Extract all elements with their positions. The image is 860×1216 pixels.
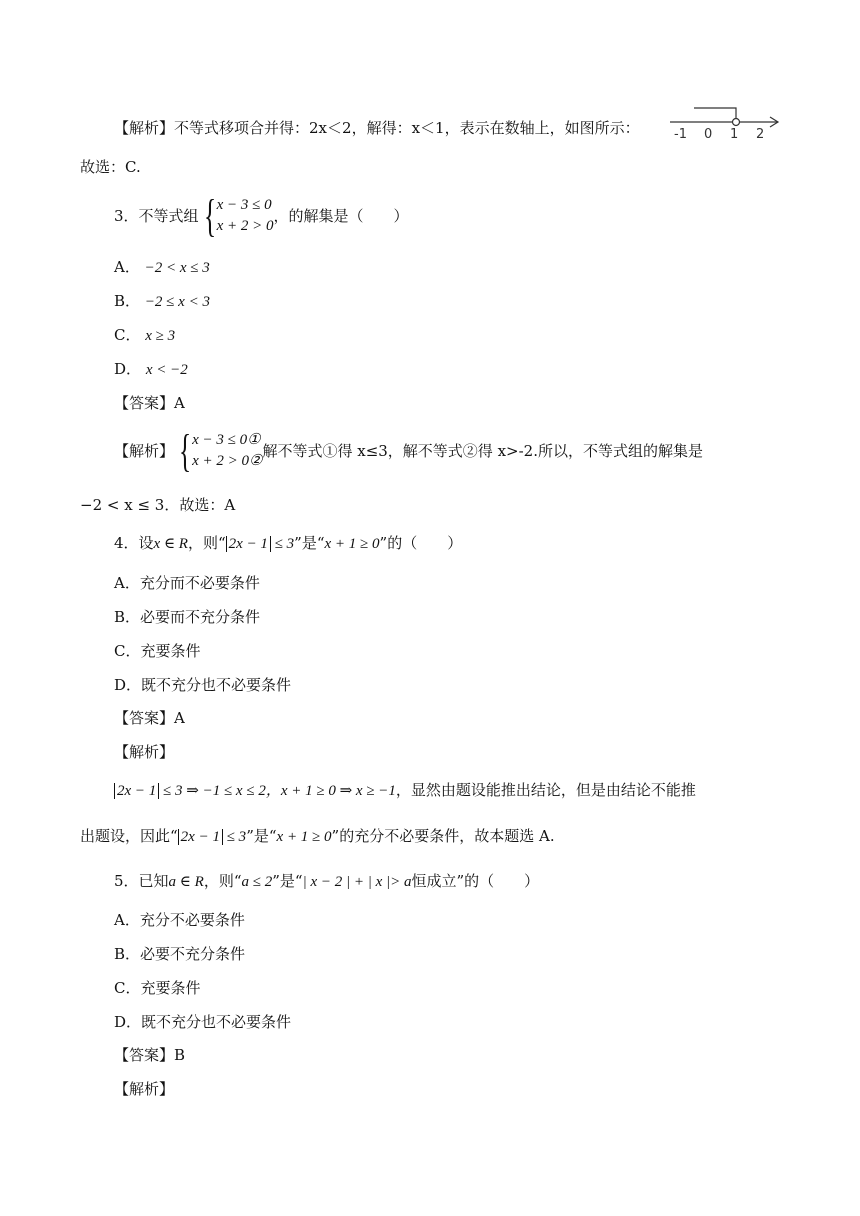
q4-option-c [114,641,201,661]
solution-label: 【解析】 [114,442,175,460]
q3-option-d [114,359,188,380]
option-text: −2 ≤ x < 3 [144,294,210,310]
q4-math: x + 1 ≥ 0 ⇒ x ≥ −1 [280,783,396,799]
q2-conclusion: 故选：C. [80,158,141,176]
q3-solution [114,425,703,476]
q5-stem-math: a ≤ 2 [241,874,273,890]
q4-answer: 【答案】A [114,709,185,727]
q5-option-c [114,978,201,998]
q5-stem-part: ，则“ [203,872,242,890]
q5-solution-label: 【解析】 [114,1080,175,1098]
q4-math: x + 1 ≥ 0 [276,829,332,845]
q4-stem-math: x ∈ R [153,536,188,552]
q4-abs-expr: 2x − 1 [114,783,159,799]
q5-stem-math: | x − 2 | + | x |> a [302,874,412,890]
option-letter: A． [114,911,140,929]
option-text: 必要不充分条件 [140,945,246,963]
q3-stem-prefix: 3．不等式组 [114,207,199,225]
tick-label-0: 0 [704,127,713,142]
option-text: 必要而不充分条件 [140,608,261,626]
option-text: x ≥ 3 [145,328,176,344]
q4-math: ≤ 3 [222,829,247,845]
q5-option-b [114,944,245,964]
q3-option-b [114,291,210,312]
solution-text: 不等式移项合并得：2x＜2，解得：x＜1，表示在数轴上，如图所示： [174,119,640,137]
q4-stem-abs: 2x − 1 [226,536,271,552]
q4-solution-line-1 [114,780,696,801]
q3-solution-system [174,425,263,476]
q4-stem-math: x + 1 ≥ 0 [324,536,380,552]
q4-stem-part: ”是“ [294,534,325,552]
option-letter: D． [114,1013,142,1031]
q4-text: ”是“ [246,827,277,845]
option-text: 充分而不必要条件 [139,574,260,592]
q3-stem [114,190,409,241]
q5-option-a [114,910,245,930]
option-letter: B． [114,945,141,963]
tick-label-neg1: -1 [674,127,687,142]
q5-stem-math: a ∈ R [168,874,204,890]
tick-label-1: 1 [730,127,739,142]
option-letter: D． [114,360,142,378]
option-text: −2 < x ≤ 3 [144,260,210,276]
solution-label: 【解析】 [114,119,175,137]
q4-solution-line-2 [80,826,555,847]
q4-stem-part: 4．设 [114,534,154,552]
q3-system-line-1: x − 3 ≤ 0 [216,197,272,213]
q3-stem-suffix: ，的解集是（ ） [273,207,409,225]
option-letter: D． [114,676,142,694]
q3-solution-end: −2 < x ≤ 3．故选：A [80,496,236,514]
q5-stem-part: 5．已知 [114,872,169,890]
q5-option-d [114,1012,291,1032]
q4-stem-math: ≤ 3 [270,536,295,552]
q5-answer: 【答案】B [114,1046,186,1064]
q3-system-line-2: x + 2 > 0 [216,218,274,234]
q4-abs-expr: 2x − 1 [178,829,223,845]
q5-stem-part: ”是“ [272,872,303,890]
q3-inequality-system [199,190,274,241]
q4-stem-part: ”的（ ） [379,534,463,552]
q3-solution-system-line-2: x + 2 > 0② [192,453,263,469]
q4-text: ”的充分不必要条件，故本题选 A. [331,827,555,845]
q3-option-c [114,325,175,346]
q4-math: ≤ 3 ⇒ −1 ≤ x ≤ 2， [159,783,281,799]
q4-stem [114,533,462,554]
q3-option-a [114,257,210,278]
q4-option-d [114,675,291,695]
option-letter: B． [114,608,141,626]
option-letter: C． [114,642,141,660]
option-letter: A． [114,574,140,592]
q4-stem-part: ，则“ [187,534,226,552]
q5-stem-part: 恒成立”的（ ） [411,872,540,890]
q2-solution-line [114,118,640,138]
tick-label-2: 2 [756,127,765,142]
option-text: 充要条件 [140,642,201,660]
option-text: 充要条件 [140,979,201,997]
q4-solution-label: 【解析】 [114,743,175,761]
q4-option-b [114,607,260,627]
option-text: 充分不必要条件 [139,911,245,929]
brace-icon: { [203,190,216,241]
q5-stem [114,871,539,892]
q3-solution-text: 解不等式①得 x≤3，解不等式②得 x>-2.所以，不等式组的解集是 [262,442,703,460]
option-letter: C． [114,979,141,997]
option-letter: B． [114,292,141,310]
option-text: x < −2 [145,362,188,378]
number-line-figure [670,100,782,142]
q4-text: 出题设，因此“ [80,827,178,845]
q4-text: ，显然由题设能推出结论，但是由结论不能推 [395,781,696,799]
option-text: 既不充分也不必要条件 [141,676,292,694]
option-text: 既不充分也不必要条件 [141,1013,292,1031]
option-letter: C． [114,326,141,344]
q3-solution-system-line-1: x − 3 ≤ 0① [192,432,261,448]
option-letter: A． [114,258,140,276]
brace-icon: { [178,425,192,476]
q3-answer: 【答案】A [114,394,185,412]
q4-option-a [114,573,260,593]
